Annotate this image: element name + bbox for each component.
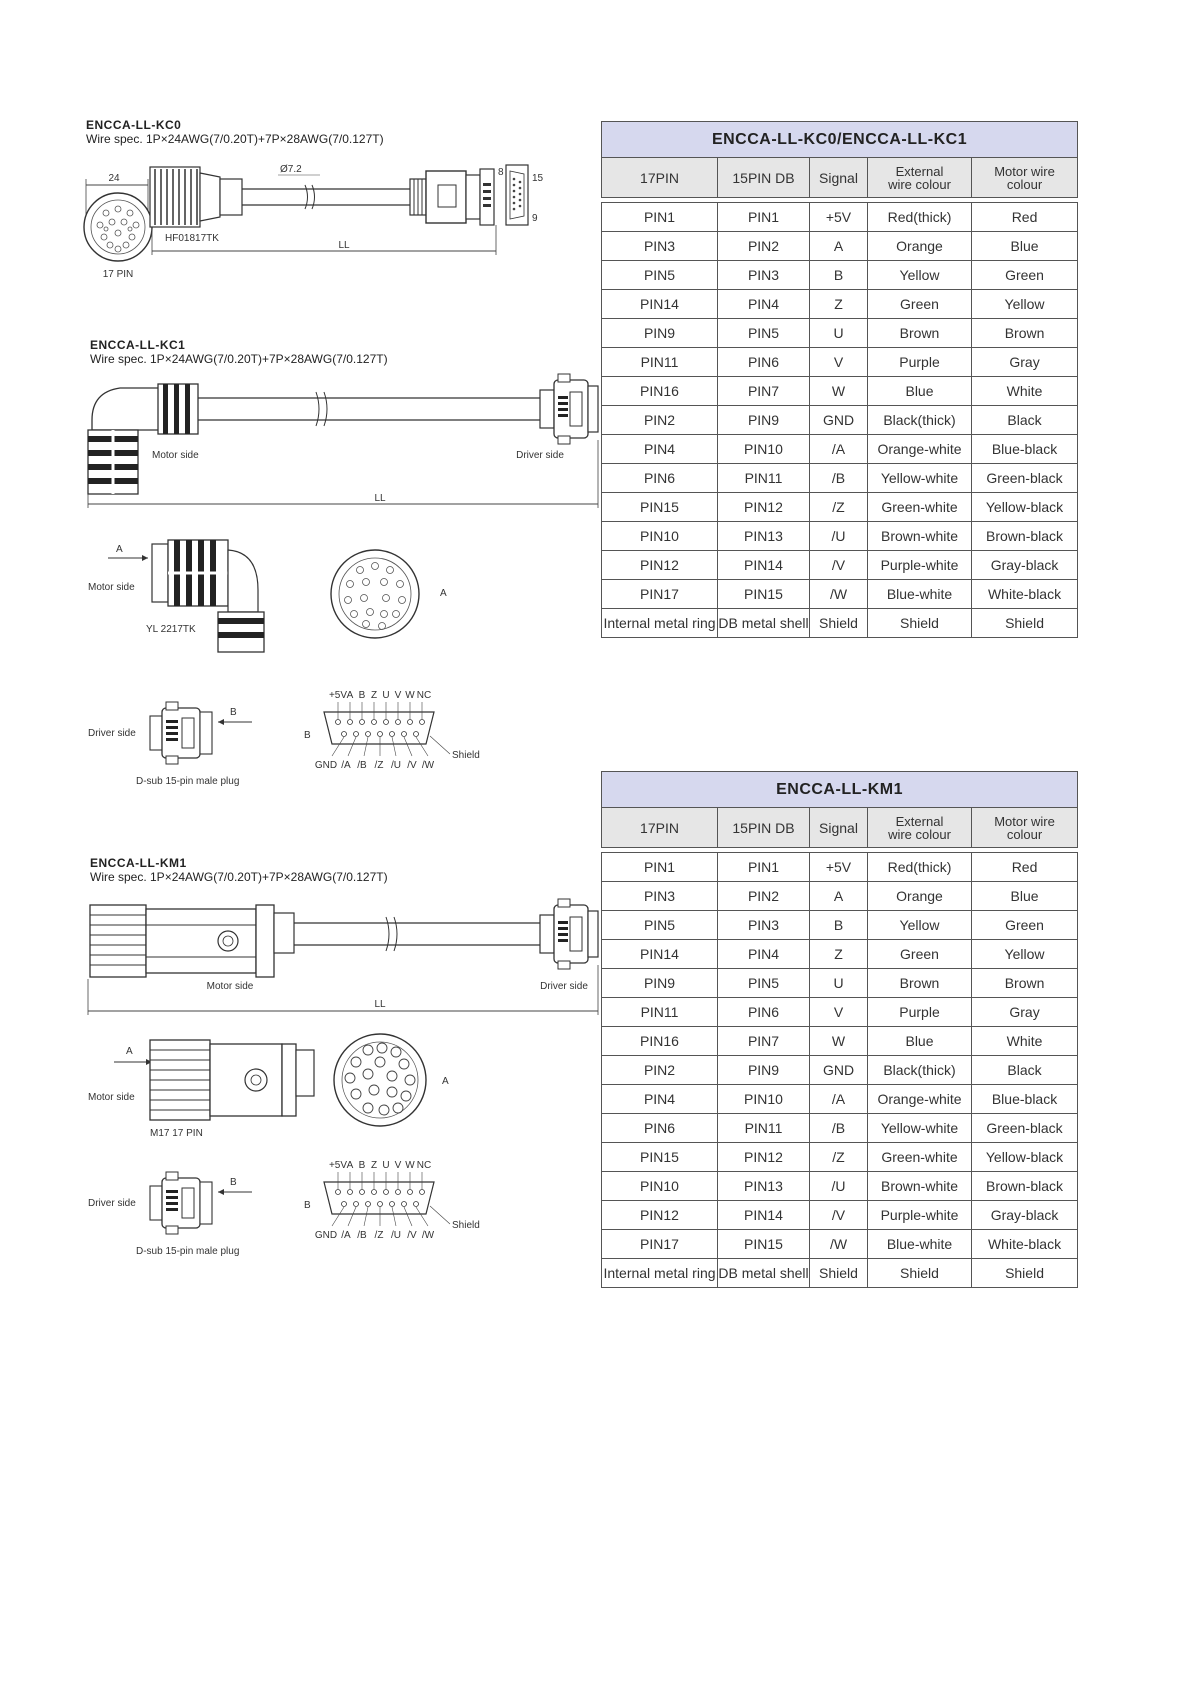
dsub1-drawing [80, 686, 520, 796]
table-cell: W [810, 1027, 868, 1056]
table-row [602, 406, 1078, 435]
dsub1-shield-label: Shield [452, 750, 480, 761]
kc1-motor-side-label: Motor side [152, 450, 199, 461]
table-cell: Yellow-white [868, 464, 972, 493]
pin-table-km1 [601, 771, 1078, 1288]
table-cell: PIN14 [718, 551, 810, 580]
table-cell: PIN9 [602, 969, 718, 998]
table1-body [602, 203, 1078, 638]
table-row [602, 203, 1078, 232]
dsub1-bottom-signal-6: /V [407, 760, 417, 771]
table-cell: U [810, 969, 868, 998]
table-cell: Shield [810, 1259, 868, 1288]
dsub1-top-signal-4: Z [370, 690, 378, 701]
dsub1-top-signal-2: A [346, 690, 354, 701]
table-cell: PIN13 [718, 1172, 810, 1201]
table-cell: B [810, 261, 868, 290]
kc0-title: ENCCA-LL-KC0 [86, 118, 182, 132]
km1-title: ENCCA-LL-KM1 [90, 856, 187, 870]
table-cell: /Z [810, 1143, 868, 1172]
dsub1-top-signal-7: W [405, 690, 415, 701]
table-row [602, 580, 1078, 609]
table-cell: Gray [972, 998, 1078, 1027]
table2-header-external-wire-text: External wire colour [888, 813, 951, 842]
table1-header-signal: Signal [810, 158, 868, 198]
table-cell: /B [810, 1114, 868, 1143]
table-cell: PIN4 [602, 1085, 718, 1114]
kc0-connector-face [84, 193, 152, 261]
table-cell: Green [868, 940, 972, 969]
table-cell: PIN1 [602, 203, 718, 232]
table-cell: W [810, 377, 868, 406]
table-cell: Green-black [972, 464, 1078, 493]
table-cell: A [810, 232, 868, 261]
dsub1-bottom-signal-4: /Z [374, 760, 384, 771]
table-cell: PIN16 [602, 377, 718, 406]
dsub1-bottom-signal-5: /U [391, 760, 401, 771]
kc0-db-pin9: 9 [532, 213, 538, 224]
table-row [602, 1114, 1078, 1143]
table-cell: DB metal shell [718, 609, 810, 638]
table-cell: Purple-white [868, 551, 972, 580]
table-cell: PIN1 [718, 203, 810, 232]
dsub2-bottom-signal-5: /U [391, 1230, 401, 1241]
kc1-drawing [80, 370, 564, 510]
table-cell: PIN15 [718, 1230, 810, 1259]
dsub2-top-signal-1: +5V [328, 1160, 348, 1171]
table-cell: Green [972, 911, 1078, 940]
table2-title: ENCCA-LL-KM1 [602, 772, 1078, 808]
table-cell: PIN3 [718, 261, 810, 290]
table-cell: Gray-black [972, 551, 1078, 580]
table1-header-external-wire [868, 158, 972, 198]
table-cell: Internal metal ring [602, 1259, 718, 1288]
table-cell: PIN10 [718, 435, 810, 464]
table-cell: Brown [868, 969, 972, 998]
kc1-a-marker: A [116, 544, 123, 555]
table-cell: /W [810, 580, 868, 609]
table2-header-17pin: 17PIN [602, 808, 718, 848]
table-cell: Gray [972, 348, 1078, 377]
table-cell: Red [972, 203, 1078, 232]
dsub1-top-signal-1: +5V [328, 690, 348, 701]
table-cell: Internal metal ring [602, 609, 718, 638]
table-cell: Blue-black [972, 435, 1078, 464]
dsub2-bottom-signal-2: /A [341, 1230, 351, 1241]
dsub2-top-signal-8: NC [416, 1160, 432, 1171]
table-cell: Purple-white [868, 1201, 972, 1230]
table-cell: Z [810, 290, 868, 319]
kc1-detail-drawing [80, 540, 560, 655]
dsub2-bottom-signal-7: /W [421, 1230, 435, 1241]
table-cell: Brown-black [972, 522, 1078, 551]
table-cell: Shield [868, 1259, 972, 1288]
table-cell: Yellow-white [868, 1114, 972, 1143]
table-row [602, 522, 1078, 551]
table-cell: PIN12 [718, 1143, 810, 1172]
table-row [602, 1056, 1078, 1085]
table-cell: PIN2 [718, 232, 810, 261]
dsub2-caption: D-sub 15-pin male plug [136, 1246, 240, 1257]
table-cell: PIN15 [602, 493, 718, 522]
table-row [602, 911, 1078, 940]
kc0-dim-24: 24 [108, 173, 120, 184]
table2-header-external-wire [868, 808, 972, 848]
table-cell: DB metal shell [718, 1259, 810, 1288]
dsub2-driver-side-label: Driver side [88, 1198, 136, 1209]
table-cell: PIN7 [718, 1027, 810, 1056]
dsub2-drawing [80, 1156, 520, 1266]
table-cell: B [810, 911, 868, 940]
table-cell: Blue-white [868, 1230, 972, 1259]
table-cell: Shield [810, 609, 868, 638]
dsub1-top-signal-6: V [394, 690, 402, 701]
table-row [602, 998, 1078, 1027]
table-cell: PIN15 [602, 1143, 718, 1172]
table-cell: PIN6 [602, 1114, 718, 1143]
kc0-wire-spec: Wire spec. 1P×24AWG(7/0.20T)+7P×28AWG(7/0.127T) [86, 132, 384, 146]
km1-part-label: M17 17 PIN [150, 1128, 203, 1139]
table-cell: Blue [972, 232, 1078, 261]
table-cell: Shield [972, 1259, 1078, 1288]
dsub1-b-label: B [304, 730, 311, 741]
table-cell: PIN4 [718, 940, 810, 969]
dsub2-bottom-signal-1: GND [314, 1230, 338, 1241]
table1-header-external-wire-text: External wire colour [888, 163, 951, 192]
table-cell: PIN14 [718, 1201, 810, 1230]
kc1-motor-side-label-2: Motor side [88, 582, 135, 593]
table-cell: /A [810, 1085, 868, 1114]
table-cell: +5V [810, 853, 868, 882]
table-row [602, 348, 1078, 377]
table-row [602, 232, 1078, 261]
table-cell: Red(thick) [868, 853, 972, 882]
kc1-wire-spec: Wire spec. 1P×24AWG(7/0.20T)+7P×28AWG(7/0.127T) [90, 352, 388, 366]
dsub2-b-marker: B [230, 1177, 237, 1188]
km1-driver-side-label: Driver side [540, 981, 588, 992]
table-cell: Blue-white [868, 580, 972, 609]
table-cell: Yellow-black [972, 1143, 1078, 1172]
table-row [602, 377, 1078, 406]
dsub1-b-marker: B [230, 707, 237, 718]
table-cell: Black(thick) [868, 406, 972, 435]
table-cell: PIN3 [718, 911, 810, 940]
table-cell: /Z [810, 493, 868, 522]
table-cell: Brown [972, 969, 1078, 998]
table-cell: PIN11 [718, 464, 810, 493]
table-cell: Z [810, 940, 868, 969]
table-cell: Black [972, 1056, 1078, 1085]
table-cell: White-black [972, 580, 1078, 609]
table-cell: GND [810, 406, 868, 435]
kc0-db-pin8: 8 [498, 167, 504, 178]
table-cell: Green-white [868, 1143, 972, 1172]
table-cell: Brown-white [868, 1172, 972, 1201]
table-cell: PIN7 [718, 377, 810, 406]
table-cell: Red(thick) [868, 203, 972, 232]
table-cell: /B [810, 464, 868, 493]
table-row [602, 1259, 1078, 1288]
table-cell: PIN5 [718, 319, 810, 348]
table1-header-17pin: 17PIN [602, 158, 718, 198]
kc0-17pin-label: 17 PIN [102, 269, 134, 280]
table-cell: Brown-white [868, 522, 972, 551]
dsub2-top-signal-4: Z [370, 1160, 378, 1171]
table-cell: A [810, 882, 868, 911]
table-cell: PIN6 [602, 464, 718, 493]
table-cell: PIN3 [602, 232, 718, 261]
pin-table-kc0-kc1 [601, 121, 1078, 638]
table-cell: /V [810, 551, 868, 580]
kc1-driver-side-label: Driver side [516, 450, 564, 461]
table-row [602, 940, 1078, 969]
dsub1-top-signal-3: B [358, 690, 366, 701]
table-cell: PIN1 [718, 853, 810, 882]
table-cell: PIN17 [602, 580, 718, 609]
dsub1-caption: D-sub 15-pin male plug [136, 776, 240, 787]
dsub1-top-signal-5: U [382, 690, 390, 701]
table1-header-15pin-db: 15PIN DB [718, 158, 810, 198]
table-cell: PIN15 [718, 580, 810, 609]
table-cell: Orange [868, 232, 972, 261]
table-cell: PIN10 [718, 1085, 810, 1114]
table-cell: White-black [972, 1230, 1078, 1259]
dsub1-bottom-signal-2: /A [341, 760, 351, 771]
km1-drawing [80, 895, 588, 1020]
dsub2-bottom-signal-3: /B [357, 1230, 367, 1241]
table-cell: PIN14 [602, 940, 718, 969]
table-row [602, 435, 1078, 464]
table1-title: ENCCA-LL-KC0/ENCCA-LL-KC1 [602, 122, 1078, 158]
table-cell: Green-white [868, 493, 972, 522]
table-cell: PIN3 [602, 882, 718, 911]
table-cell: PIN10 [602, 1172, 718, 1201]
table-row [602, 319, 1078, 348]
table-row [602, 609, 1078, 638]
table-cell: +5V [810, 203, 868, 232]
table-cell: PIN11 [718, 1114, 810, 1143]
dsub2-top-signal-2: A [346, 1160, 354, 1171]
table-cell: PIN2 [718, 882, 810, 911]
table-cell: Orange [868, 882, 972, 911]
table-row [602, 493, 1078, 522]
table-cell: V [810, 348, 868, 377]
table-cell: PIN2 [602, 406, 718, 435]
table-row [602, 1172, 1078, 1201]
table1-header-motor-wire [972, 158, 1078, 198]
table-cell: Black(thick) [868, 1056, 972, 1085]
table-cell: PIN4 [602, 435, 718, 464]
table-cell: PIN12 [718, 493, 810, 522]
km1-wire-spec: Wire spec. 1P×24AWG(7/0.20T)+7P×28AWG(7/0.127T) [90, 870, 388, 884]
table-row [602, 290, 1078, 319]
dsub2-bottom-signal-4: /Z [374, 1230, 384, 1241]
table1-header-motor-wire-text: Motor wire colour [994, 163, 1055, 192]
dsub1-bottom-signal-1: GND [314, 760, 338, 771]
table-cell: PIN1 [602, 853, 718, 882]
table-cell: Brown [868, 319, 972, 348]
kc1-connector-face [331, 550, 419, 638]
table-cell: White [972, 1027, 1078, 1056]
table-cell: PIN13 [718, 522, 810, 551]
table-row [602, 551, 1078, 580]
dsub2-bottom-signal-6: /V [407, 1230, 417, 1241]
km1-motor-side-label-2: Motor side [88, 1092, 135, 1103]
dsub2-shield-label: Shield [452, 1220, 480, 1231]
table-row [602, 1143, 1078, 1172]
table-row [602, 1230, 1078, 1259]
table-cell: PIN17 [602, 1230, 718, 1259]
dsub1-driver-side-label: Driver side [88, 728, 136, 739]
table-cell: PIN16 [602, 1027, 718, 1056]
table-cell: Brown-black [972, 1172, 1078, 1201]
dsub1-top-signal-8: NC [416, 690, 432, 701]
kc0-db-pin15: 15 [532, 173, 544, 184]
table-cell: PIN6 [718, 348, 810, 377]
table-cell: PIN5 [602, 261, 718, 290]
table-cell: PIN12 [602, 1201, 718, 1230]
table-cell: Blue [972, 882, 1078, 911]
table-cell: PIN5 [718, 969, 810, 998]
km1-a-marker: A [126, 1046, 133, 1057]
table-cell: /W [810, 1230, 868, 1259]
table-cell: Black [972, 406, 1078, 435]
table-cell: U [810, 319, 868, 348]
table-cell: Purple [868, 348, 972, 377]
kc0-diameter-label: Ø7.2 [280, 164, 302, 175]
table2-header-motor-wire [972, 808, 1078, 848]
table-cell: PIN11 [602, 998, 718, 1027]
km1-length-label: LL [374, 999, 386, 1010]
dsub2-top-signal-7: W [405, 1160, 415, 1171]
km1-a-label: A [442, 1076, 449, 1087]
table-cell: Yellow [868, 261, 972, 290]
table2-header-15pin-db: 15PIN DB [718, 808, 810, 848]
dsub2-b-label: B [304, 1200, 311, 1211]
table-row [602, 853, 1078, 882]
table-cell: PIN14 [602, 290, 718, 319]
table-row [602, 1201, 1078, 1230]
table-cell: V [810, 998, 868, 1027]
dsub2-top-signal-5: U [382, 1160, 390, 1171]
table-cell: Blue [868, 377, 972, 406]
table-cell: Green [868, 290, 972, 319]
table-cell: Gray-black [972, 1201, 1078, 1230]
table-cell: /A [810, 435, 868, 464]
table-cell: Red [972, 853, 1078, 882]
kc0-part-label: HF01817TK [165, 233, 219, 244]
kc0-length-label: LL [338, 240, 350, 251]
table-cell: Yellow [972, 290, 1078, 319]
table-cell: PIN9 [718, 406, 810, 435]
kc1-part-label: YL 2217TK [146, 624, 196, 635]
km1-motor-side-label: Motor side [206, 981, 254, 992]
table-row [602, 969, 1078, 998]
km1-detail-drawing [80, 1030, 560, 1145]
table-cell: Shield [972, 609, 1078, 638]
table-cell: /U [810, 1172, 868, 1201]
table-cell: PIN9 [602, 319, 718, 348]
dsub1-bottom-signal-7: /W [421, 760, 435, 771]
table-cell: /V [810, 1201, 868, 1230]
table-cell: Brown [972, 319, 1078, 348]
table-cell: White [972, 377, 1078, 406]
table-cell: PIN4 [718, 290, 810, 319]
table2-header-signal: Signal [810, 808, 868, 848]
table-cell: /U [810, 522, 868, 551]
dsub1-bottom-signal-3: /B [357, 760, 367, 771]
table-cell: Yellow [868, 911, 972, 940]
dsub2-top-signal-6: V [394, 1160, 402, 1171]
table-cell: PIN9 [718, 1056, 810, 1085]
table-cell: Shield [868, 609, 972, 638]
table-cell: Yellow [972, 940, 1078, 969]
table-row [602, 261, 1078, 290]
table-cell: GND [810, 1056, 868, 1085]
table-cell: Blue-black [972, 1085, 1078, 1114]
table-cell: PIN6 [718, 998, 810, 1027]
table-row [602, 882, 1078, 911]
table-cell: Green [972, 261, 1078, 290]
table-cell: PIN5 [602, 911, 718, 940]
table-row [602, 1027, 1078, 1056]
table-cell: Blue [868, 1027, 972, 1056]
kc1-length-label: LL [374, 493, 386, 504]
table-cell: Orange-white [868, 1085, 972, 1114]
table-cell: Purple [868, 998, 972, 1027]
dsub2-top-signal-3: B [358, 1160, 366, 1171]
table2-header-motor-wire-text: Motor wire colour [994, 813, 1055, 842]
table-cell: Green-black [972, 1114, 1078, 1143]
table-row [602, 464, 1078, 493]
table2-body [602, 853, 1078, 1288]
table-cell: Yellow-black [972, 493, 1078, 522]
table-row [602, 1085, 1078, 1114]
table-cell: PIN12 [602, 551, 718, 580]
table-cell: Orange-white [868, 435, 972, 464]
kc0-drawing [80, 165, 560, 290]
table-cell: PIN2 [602, 1056, 718, 1085]
table-cell: PIN11 [602, 348, 718, 377]
table-cell: PIN10 [602, 522, 718, 551]
kc1-title: ENCCA-LL-KC1 [90, 338, 186, 352]
kc1-a-label: A [440, 588, 447, 599]
